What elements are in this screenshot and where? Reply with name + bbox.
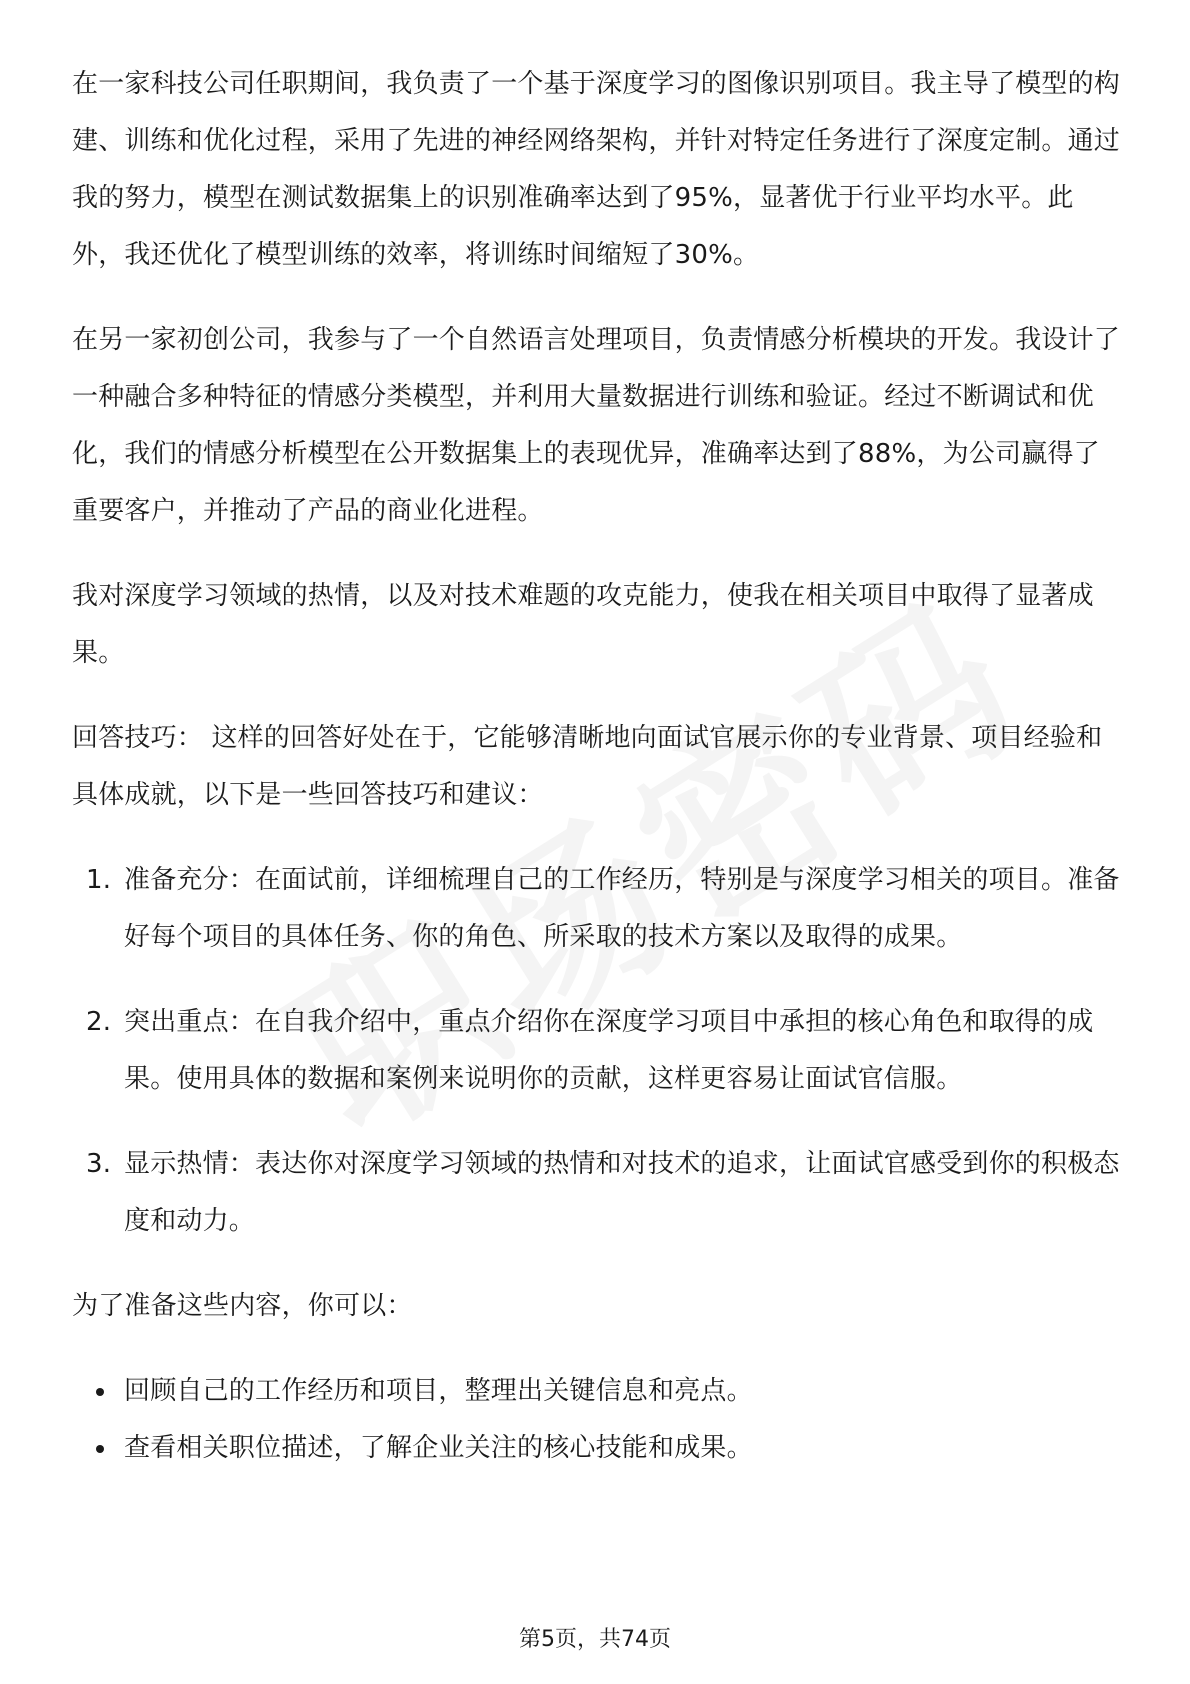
list-number: 1. bbox=[86, 865, 112, 895]
tip-text: 突出重点：在自我介绍中，重点介绍你在深度学习项目中承担的核心角色和取得的成果。使用具体的数据和案例来说明你的贡献，这样更容易让面试官信服。 bbox=[124, 1007, 1094, 1094]
bullet-list-item bbox=[72, 1420, 1122, 1477]
bullet-list bbox=[72, 1363, 1122, 1477]
document-body bbox=[72, 56, 1122, 1477]
tip-text: 显示热情：表达你对深度学习领域的热情和对技术的追求，让面试官感受到你的积极态度和动力。 bbox=[124, 1149, 1120, 1236]
list-number: 2. bbox=[86, 1007, 112, 1037]
bullet-icon bbox=[96, 1388, 104, 1396]
paragraph-answer-tips-intro: 回答技巧： 这样的回答好处在于，它能够清晰地向面试官展示你的专业背景、项目经验和具体成就，以下是一些回答技巧和建议： bbox=[72, 723, 1103, 810]
page-number-footer: 第5页，共74页 bbox=[519, 1627, 671, 1652]
bullet-text: 回顾自己的工作经历和项目，整理出关键信息和亮点。 bbox=[124, 1376, 753, 1406]
tips-list-item bbox=[72, 1136, 1122, 1250]
list-number: 3. bbox=[86, 1149, 112, 1179]
tips-list-item bbox=[72, 994, 1122, 1108]
tips-list-item bbox=[72, 852, 1122, 966]
bullet-list-item bbox=[72, 1363, 1122, 1420]
tip-text: 准备充分：在面试前，详细梳理自己的工作经历，特别是与深度学习相关的项目。准备好每个项目的具体任务、你的角色、所采取的技术方案以及取得的成果。 bbox=[124, 865, 1120, 952]
paragraph-nlp-project: 在另一家初创公司，我参与了一个自然语言处理项目，负责情感分析模块的开发。我设计了一种融合多种特征的情感分类模型，并利用大量数据进行训练和验证。经过不断调试和优化，我们的情感分析模型在公开数据集上的表现优异，准确率达到了88%，为公司赢得了重要客户，并推动了产品的商业化进程。 bbox=[72, 325, 1121, 526]
paragraph-prep-intro: 为了准备这些内容，你可以： bbox=[72, 1291, 413, 1321]
tips-list bbox=[72, 852, 1122, 1250]
paragraph-passion-summary: 我对深度学习领域的热情，以及对技术难题的攻克能力，使我在相关项目中取得了显著成果。 bbox=[72, 581, 1094, 668]
paragraph-image-recognition-project: 在一家科技公司任职期间，我负责了一个基于深度学习的图像识别项目。我主导了模型的构建、训练和优化过程，采用了先进的神经网络架构，并针对特定任务进行了深度定制。通过我的努力，模型在测试数据集上的识别准确率达到了95%，显著优于行业平均水平。此外，我还优化了模型训练的效率，将训练时间缩短了30%。 bbox=[72, 69, 1121, 270]
bullet-icon bbox=[96, 1445, 104, 1453]
bullet-text: 查看相关职位描述，了解企业关注的核心技能和成果。 bbox=[124, 1433, 753, 1463]
